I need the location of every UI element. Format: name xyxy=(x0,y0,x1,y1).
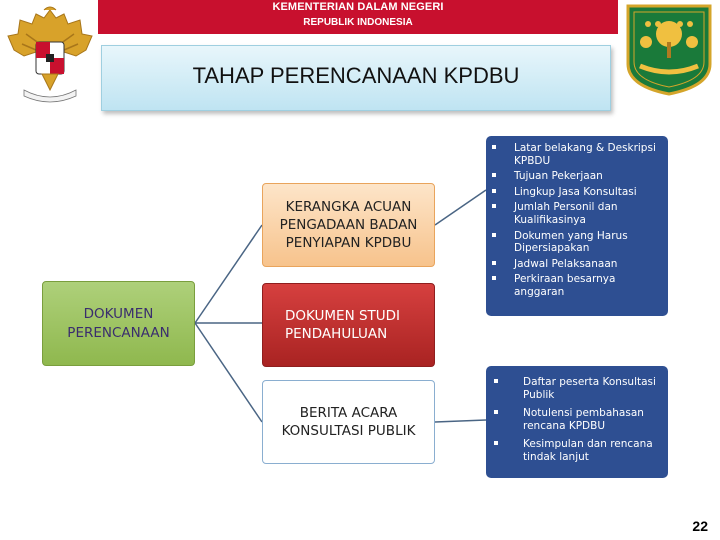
connector-kak-panel xyxy=(435,190,486,225)
box-berita-acara xyxy=(262,380,435,464)
country-name: REPUBLIK INDONESIA xyxy=(303,17,413,28)
root-box-dokumen-perencanaan xyxy=(42,281,195,366)
list-item xyxy=(486,170,662,183)
kak-details-panel xyxy=(486,136,668,316)
bullet-icon xyxy=(494,410,498,414)
list-item xyxy=(486,438,662,463)
list-item xyxy=(486,258,662,271)
list-item xyxy=(486,407,662,432)
bullet-icon xyxy=(492,276,496,280)
ministry-name: KEMENTERIAN DALAM NEGERI xyxy=(272,1,444,13)
connector-berita-panel xyxy=(435,420,486,422)
bullet-icon xyxy=(492,233,496,237)
list-item xyxy=(486,230,662,255)
root-box-label: DOKUMEN PERENCANAAN xyxy=(67,306,170,341)
list-item-text: Dokumen yang Harus Dipersiapakan xyxy=(514,229,628,255)
list-item-text: Kesimpulan dan rencana tindak lanjut xyxy=(523,438,653,463)
list-item-text: Latar belakang & Deskripsi KPBDU xyxy=(514,142,656,167)
page-number: 22 xyxy=(692,518,708,534)
list-item-text: Lingkup Jasa Konsultasi xyxy=(514,185,637,198)
list-item xyxy=(486,186,662,199)
bullet-icon xyxy=(492,173,496,177)
bullet-icon xyxy=(492,145,496,149)
list-item xyxy=(486,273,662,298)
connector-root-berita xyxy=(195,323,262,422)
page-title: TAHAP PERENCANAAN KPDBU xyxy=(192,63,520,88)
list-item-text: Perkiraan besarnya anggaran xyxy=(514,273,616,298)
box-kerangka-acuan xyxy=(262,183,435,267)
list-item-text: Notulensi pembahasan rencana KPDBU xyxy=(523,407,644,432)
list-item-text: Tujuan Pekerjaan xyxy=(514,170,603,183)
bullet-icon xyxy=(494,379,498,383)
dokumen-studi-label: DOKUMEN STUDI PENDAHULUAN xyxy=(285,307,401,342)
bullet-icon xyxy=(492,204,496,208)
berita-acara-details-panel xyxy=(486,366,668,478)
bullet-icon xyxy=(492,189,496,193)
list-item xyxy=(486,142,662,167)
bullet-icon xyxy=(494,441,498,445)
list-item-text: Jumlah Personil dan Kualifikasinya xyxy=(514,201,618,226)
bullet-icon xyxy=(492,261,496,265)
box-dokumen-studi xyxy=(262,283,435,367)
kerangka-acuan-label: KERANGKA ACUAN PENGADAAN BADAN PENYIAPAN KPDBU xyxy=(279,198,418,252)
berita-acara-label: BERITA ACARA KONSULTASI PUBLIK xyxy=(281,404,416,439)
connector-root-kak xyxy=(195,225,262,323)
list-item xyxy=(486,201,662,226)
list-item-text: Jadwal Pelaksanaan xyxy=(514,257,618,270)
list-item-text: Daftar peserta Konsultasi Publik xyxy=(523,376,656,401)
list-item xyxy=(486,376,662,401)
